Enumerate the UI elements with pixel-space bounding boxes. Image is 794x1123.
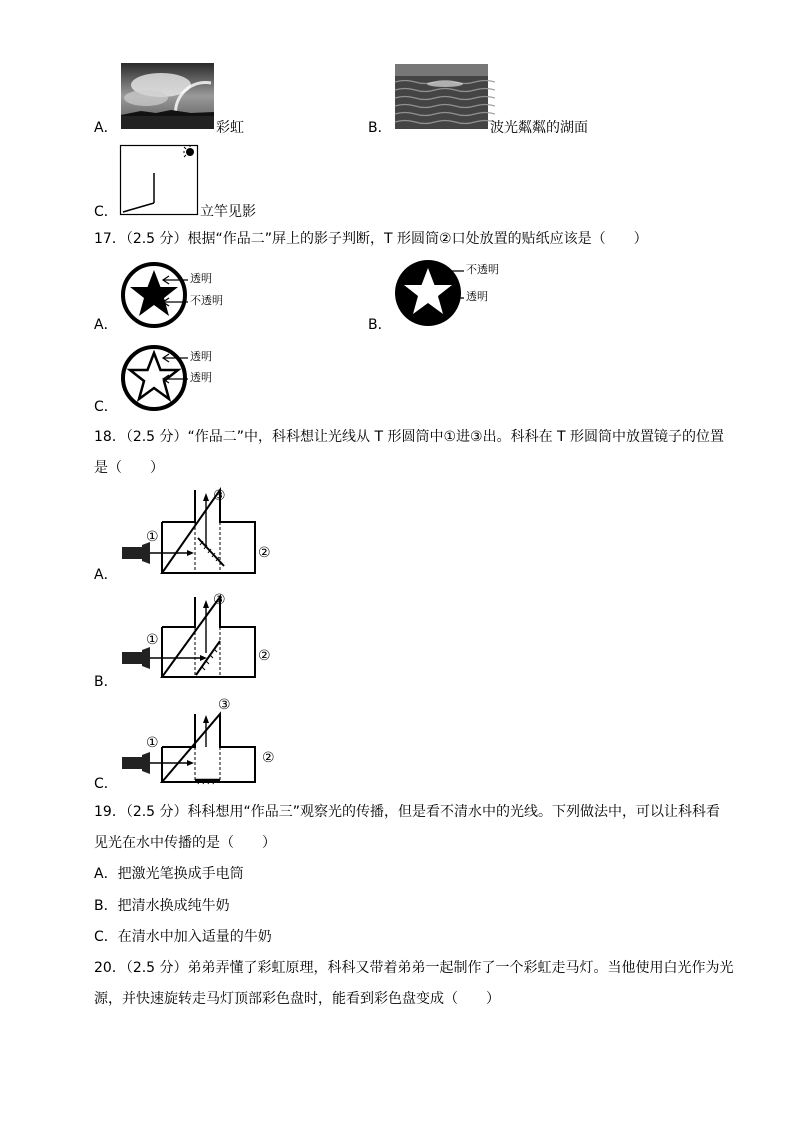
q18-stem-line-2: 是（ ） (94, 460, 164, 476)
pole-shadow-figure (120, 145, 198, 215)
arrow-icon (160, 372, 190, 386)
option-letter: B． (368, 317, 392, 333)
arrow-icon (160, 295, 190, 309)
option-letter: C． (94, 204, 118, 220)
arrow-icon (436, 291, 466, 305)
option-letter: C． (94, 399, 118, 415)
option-caption: 立竿见影 (200, 204, 256, 220)
arrow-icon (436, 264, 466, 278)
option-caption: 波光粼粼的湖面 (490, 120, 588, 136)
arrow-icon (160, 273, 190, 287)
label-2: 透明 (466, 290, 488, 303)
q20-stem-line-1: 20．（2.5 分）弟弟弄懂了彩虹原理，科科又带着弟弟一起制作了一个彩虹走马灯。当他使用白光作为光 (94, 960, 734, 976)
t-tube-a-figure (120, 490, 280, 580)
label-2: 不透明 (190, 294, 223, 307)
side-mark: ② (262, 750, 275, 766)
exit-mark: ③ (218, 697, 231, 713)
label-1: 不透明 (466, 263, 499, 276)
entry-mark: ① (146, 735, 159, 751)
q19-option-a[interactable]: A．把激光笔换成手电筒 (94, 866, 244, 882)
entry-mark: ① (146, 529, 159, 545)
q17-stem: 17．（2.5 分）根据“作品二”屏上的影子判断，T 形圆筒②口处放置的贴纸应该是（ ） (94, 231, 648, 247)
lake-photo (395, 64, 488, 129)
t-tube-b-figure (120, 597, 280, 682)
q19-option-c[interactable]: C．在清水中加入适量的牛奶 (94, 929, 272, 945)
option-letter: C． (94, 776, 118, 792)
option-caption: 彩虹 (216, 120, 244, 136)
label-1: 透明 (190, 272, 212, 285)
q20-stem-line-2: 源，并快速旋转走马灯顶部彩色盘时，能看到彩色盘变成（ ） (94, 991, 500, 1007)
label-1: 透明 (190, 350, 212, 363)
arrow-icon (160, 351, 190, 365)
q19-stem-line-2: 见光在水中传播的是（ ） (94, 835, 276, 851)
label-2: 透明 (190, 371, 212, 384)
side-mark: ② (258, 648, 271, 664)
rainbow-photo (121, 63, 214, 129)
side-mark: ② (258, 545, 271, 561)
option-letter: A． (94, 120, 118, 136)
option-letter: B． (94, 674, 118, 690)
q18-stem-line-1: 18．（2.5 分）“作品二”中，科科想让光线从 T 形圆筒中①进③出。科科在 T 形圆筒中放置镜子的位置 (94, 429, 725, 445)
entry-mark: ① (146, 632, 159, 648)
exit-mark: ③ (213, 488, 226, 504)
t-tube-c-figure (120, 702, 280, 787)
q19-option-b[interactable]: B．把清水换成纯牛奶 (94, 898, 230, 914)
option-letter: A． (94, 317, 118, 333)
q19-stem-line-1: 19．（2.5 分）科科想用“作品三”观察光的传播，但是看不清水中的光线。下列做法中，可以让科科看 (94, 804, 721, 820)
option-letter: A． (94, 567, 118, 583)
exit-mark: ③ (213, 592, 226, 608)
option-letter: B． (368, 120, 392, 136)
